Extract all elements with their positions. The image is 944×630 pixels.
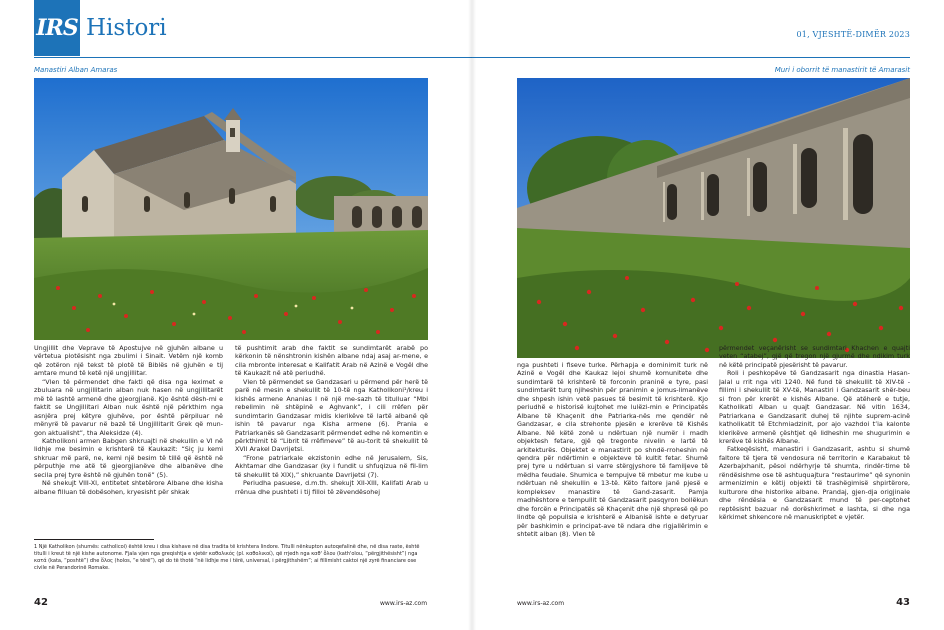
footnote: 1 Një Katholikon (shumës: catholicoi) është kreu i disa kishave në disa tradita të krishtera lindore. Titulli nënkupton autoqefalinë dhe, në disa raste, është titulli i kreut të një kishe autonome. Fjala vjen nga greqishtja e vjetër καθολικός (pl. καθολικοί), që rrjedh nga καθ' ὅλου (kath'olou, “përgjithësisht”) nga κατά (kata, “poshtë”) dhe ὅλος (holos, “e tërë”), që do të thotë “në lidhje me i tërë, universal, i përgjithshëm”; ai fillimisht caktoi një zyrë financiare ose civile në Perandorinë Romake. xyxy=(34,544,420,571)
paragraph: Fatkeqësisht, manastiri i Gandzasarit, ashtu si shumë faltore të tjera të vendosura në territorin e Karabakut të Azerbajxhanit, pësoi ndërhyrje të shumta, rindër-time të rëndësishme ose të ashtuquajtura “restaurime” që synonin armenizimin e këtij objekti të trashëgimisë shpirtërore, kulturore dhe historike albane. Prandaj, gjen-dja origjinale dhe rëndësia e Gandzasarit mund të per-ceptohet reptësisht bazuar në dorëshkrimet e lashta, si dhe nga kërkimet shkencore në manuskriptet e vjetër. xyxy=(719,445,910,522)
header-rule xyxy=(34,57,472,58)
issue-date: 01, VJESHTË-DIMËR 2023 xyxy=(796,30,910,39)
courtyard-wall-image xyxy=(517,78,910,358)
monastery-church-image xyxy=(34,78,428,340)
irs-logo: IRS xyxy=(34,0,80,56)
right-page xyxy=(472,0,944,630)
paragraph: Vlen të përmendet se Gandzasari u përmend për herë të parë në mesin e shekullit të 10-të nga Katholikoni¹/kreu i kishës armene Ananias I në një me-sazh të titulluar “Mbi rebelimin në shtëpinë e Aghvank”, i cili rrëfen për sundimtarin Gandzasar midis klerikëve të lartë albanë që ishin të pavarur nga Kisha armene (6). Prania e Patriarkanës së Gandzasarit përmendet edhe në komentin e përkthimit të “Librit të rrëfimeve” të au-torit të shekullit të XVII Arakel Davrijetsi. xyxy=(235,377,428,454)
magazine-logo xyxy=(34,0,167,56)
paragraph: “Vlen të përmendet dhe fakti që disa nga leximet e zbuluara në ungjillitarin alban nuk hasen në ungjillitarët më të lashtë armenë dhe gjeorgjianë. Kjo është dësh-mi e faktit se Ungjillitari Alban nuk është një përkthim nga asnjëra prej këtyre gjuhëve, por është përpiluar në mënyrë të pavarur në bazë të Ungjillitarit Grek që mun-gon aktualisht”, tha Aleksidze (4). xyxy=(34,377,223,437)
left-column-2 xyxy=(235,344,428,534)
footnote-rule xyxy=(34,539,154,540)
paragraph: Ungjillit dhe Veprave të Apostujve në gjuhën albane u vërtetua plotësisht nga zbulimi i Sinait. Vetëm një komb që zotëron një tekst të plotë të Biblës në gjuhën e tij amtare mund të ketë një ungjillitar. xyxy=(34,344,223,378)
paragraph: Roli i peshkopëve të Gandzasarit nga dinastia Hasan-Jalal u rrit nga viti 1240. Në fund të shekullit të XIV-të - fillimi i shekullit të XV-të, Manastiri i Gandzasarit shër-beu si fron për krerët e kishës Albane. Që atëherë e tutje, Katholikati Alban u quajt Gandzasar. Në vitin 1634, Patriarkana e Gandzasarit duhej të njihte suprem-acinë katholikatit të Etchmiadzinit, por ajo vazhdoi t’ia kalonte klerikëve armenë çështjet që lidheshin me shugurimin e krerëve të kishës Albane. xyxy=(719,369,910,445)
section-title: Histori xyxy=(86,15,167,41)
site-url-left[interactable]: www.irs-az.com xyxy=(380,600,428,607)
paragraph: “Frone patriarkale ekzistonin edhe në Jerusalem, Sis, Akhtamar dhe Gandzasar (ky i fundit u shfuqizua në fil-lim të shekullit të XIX),” shkruante Davrijetsi (7). xyxy=(235,453,428,479)
site-url-right[interactable]: www.irs-az.com xyxy=(517,600,565,607)
paragraph: përmendet veçanërisht se sundimtari Khachen e quajti veten “atabej”, gjë që tregon një gjurmë dhe ndikim turk në këtë principatë pjesërisht të pavarur. xyxy=(719,344,910,369)
paragraph: nga pushteti i fiseve turke. Përhapja e dominimit turk në Azinë e Vogël dhe Kaukaz lejoi shumë komunitete dhe sundimtarë të krishterë të forconin praninë e tyre, pasi sundimtarët turq njiheshin për pranimin e jomus-limanëve dhe shpesh ishin vetë pasues të besimit të krishterë. Kjo periudhë e historisë kujtohet me lulëzi-min e Principatës Albane të Khaçenit dhe Patriarka-nës me qendër në Gandzasar, e cila strehonte pjesën e krerëve të Kishës Albane. Në këtë zonë u ndërtuan një numër i madh objektesh fetare, gjë që tregonte nivelin e lartë të arkitekturës. Objektet e manastirit po shndë-rroheshin në qendra për ndërtimin e objekteve të kultit fetar. Shumë prej tyre u ndërtuan si varre stërgjyshore të familjeve të mëdha feudale. Shumica e tempujve të mbetur me kube u ndërtuan në shekullin e 13-të. Këto faltore janë pjesë e kompleksev manastire të Gand-zasarit. Pamja madhështore e tempullit të Gandzasarit pasqyron bollëkun dhe forcën e Principatës së Khaçenit dhe një shpresë që po lindte që popullsia e krishterë e Albanisë ishte e detyruar për bashkimin e principat-ave të ndara dhe rigjallërimin e shtetit alban (8). Vlen të xyxy=(517,361,708,539)
courtyard-wall-photo xyxy=(517,78,910,358)
paragraph: Në shekujt VIII-XI, entitetet shtetërore Albane dhe kisha albane filluan të dobësohen, kryesisht për shkak xyxy=(34,479,223,496)
right-column-2 xyxy=(719,344,910,587)
monastery-photo xyxy=(34,78,428,340)
paragraph: të pushtimit arab dhe faktit se sundimtarët arabë po kërkonin të nënshtronin kishën albane ndaj asaj ar-mene, e cila mbronte interesat e Kalifatit Arab në Azinë e Vogël dhe të Kaukazit në atë periudhë. xyxy=(235,344,428,378)
right-column-1 xyxy=(517,361,708,587)
page-number-right: 43 xyxy=(896,597,910,608)
left-column-1 xyxy=(34,344,223,534)
photo-caption-left: Manastiri Alban Amaras xyxy=(34,66,118,74)
paragraph: Periudha pasuese, d.m.th. shekujt XII-XIII, Kalifati Arab u rrënua dhe pushteti i tij filloi të zëvendësohej xyxy=(235,479,428,496)
paragraph: Katholikoni armen Babgen shkruajti në shekullin e VI në lidhje me besimin e krishterë të Kaukazit: “Siç ju kemi shkruar më parë, ne, kemi një besim të tillë që është në përputhje me atë të gjeorgjianëve dhe albanëve dhe secila prej tyre është në gjuhën tonë” (5). xyxy=(34,436,223,479)
header-rule xyxy=(472,57,910,58)
photo-caption-right: Muri i oborrit të manastirit të Amarasit xyxy=(774,66,910,74)
page-number-left: 42 xyxy=(34,597,48,608)
